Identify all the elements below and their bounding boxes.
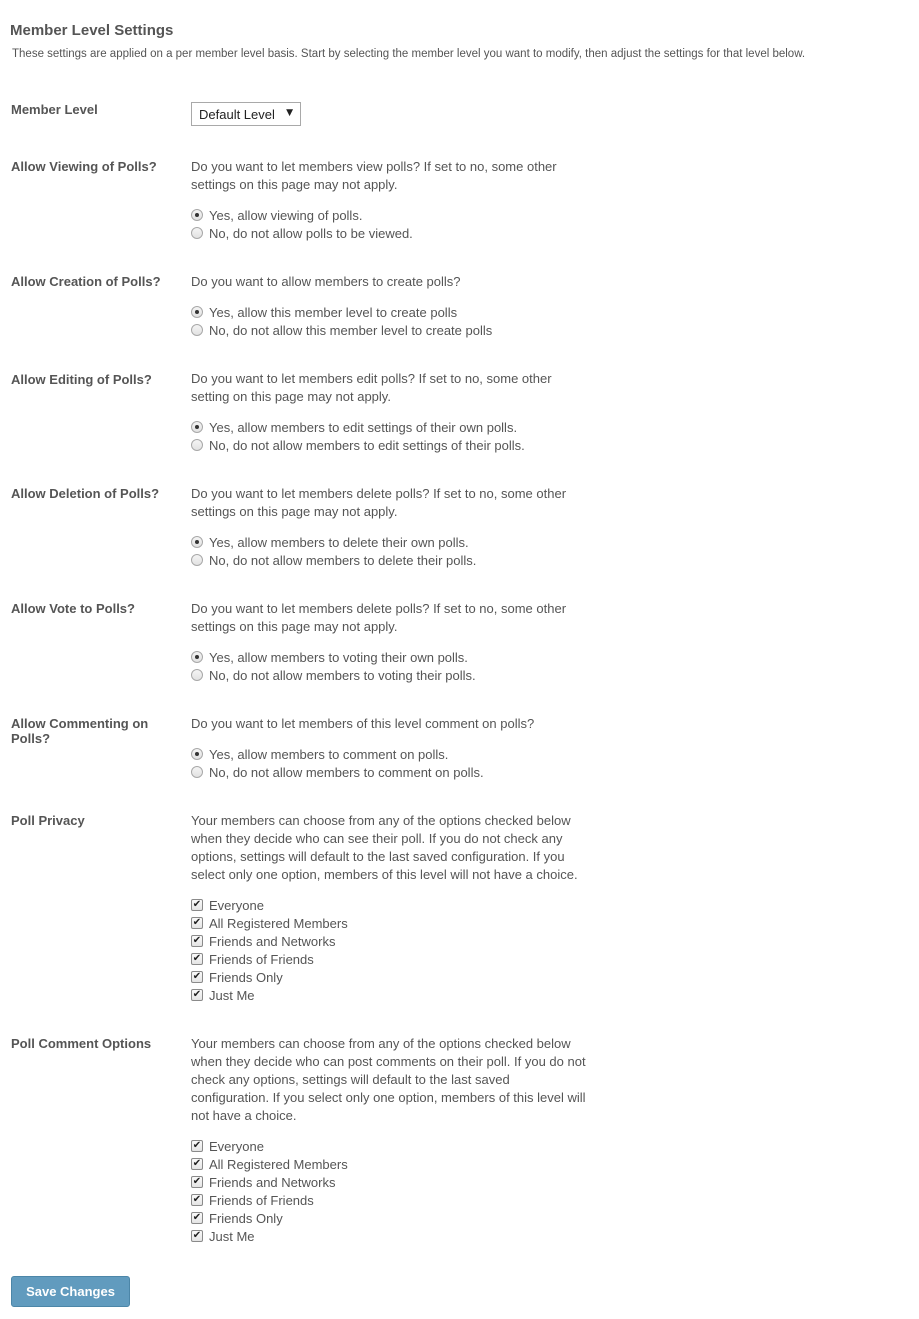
comment-polls-label: Allow Commenting on Polls? — [11, 716, 149, 746]
checkbox-checked-icon[interactable]: ✔ — [192, 1194, 202, 1205]
option-label: Friends and Networks — [209, 933, 336, 949]
edit-polls-no-option[interactable] — [191, 436, 591, 454]
option-label: Just Me — [209, 987, 255, 1003]
option-label: No, do not allow members to comment on polls. — [209, 764, 484, 780]
vote-polls-description: Do you want to let members delete polls? If set to no, some other settings on this page may not apply. — [191, 601, 567, 634]
option-label: Everyone — [209, 897, 264, 913]
privacy-registered-option[interactable] — [191, 914, 591, 932]
create-polls-yes-option[interactable] — [191, 303, 591, 321]
checkbox-checked-icon[interactable]: ✔ — [192, 917, 202, 928]
member-level-selected-value: Default Level — [199, 106, 275, 122]
option-label: Everyone — [209, 1138, 264, 1154]
vote-polls-no-option[interactable] — [191, 666, 591, 684]
option-label: Friends of Friends — [209, 1192, 314, 1208]
checkbox-checked-icon[interactable]: ✔ — [192, 1230, 202, 1241]
vote-polls-label: Allow Vote to Polls? — [11, 601, 135, 616]
option-label: Yes, allow this member level to create polls — [209, 304, 458, 320]
option-label: Yes, allow members to delete their own polls. — [209, 534, 469, 550]
create-polls-description: Do you want to allow members to create polls? — [191, 274, 461, 289]
edit-polls-yes-option[interactable] — [191, 418, 591, 436]
poll-privacy-setting — [191, 812, 591, 1004]
option-label: Yes, allow members to comment on polls. — [209, 746, 449, 762]
option-label: No, do not allow members to delete their polls. — [209, 552, 477, 568]
edit-polls-label: Allow Editing of Polls? — [11, 372, 152, 387]
create-polls-setting — [191, 273, 591, 339]
option-label: Yes, allow members to edit settings of their own polls. — [209, 419, 518, 435]
comment-polls-description: Do you want to let members of this level comment on polls? — [191, 716, 535, 731]
radio-selected-icon[interactable] — [191, 748, 203, 760]
comment-networks-option[interactable] — [191, 1173, 591, 1191]
option-label: Just Me — [209, 1228, 255, 1244]
comment-polls-no-option[interactable] — [191, 763, 591, 781]
radio-unselected-icon[interactable] — [191, 324, 203, 336]
radio-selected-icon[interactable] — [191, 536, 203, 548]
comment-everyone-option[interactable] — [191, 1137, 591, 1155]
checkbox-checked-icon[interactable]: ✔ — [192, 971, 202, 982]
view-polls-setting — [191, 158, 591, 242]
privacy-friends-only-option[interactable] — [191, 968, 591, 986]
view-polls-description: Do you want to let members view polls? If set to no, some other settings on this page may not apply. — [191, 159, 557, 192]
chevron-down-icon: ▼ — [286, 108, 293, 118]
poll-privacy-description: Your members can choose from any of the options checked below when they decide who can see their poll. If you do not check any options, settings will default to the last saved configuration. If you select only one option, members of this level will not have a choice. — [191, 813, 578, 882]
member-level-label: Member Level — [11, 102, 98, 117]
comment-friends-of-friends-option[interactable] — [191, 1191, 591, 1209]
create-polls-no-option[interactable] — [191, 321, 591, 339]
create-polls-label: Allow Creation of Polls? — [11, 274, 161, 289]
poll-comment-options-setting — [191, 1035, 591, 1245]
option-label: All Registered Members — [209, 1156, 348, 1172]
option-label: Yes, allow viewing of polls. — [209, 207, 363, 223]
checkbox-checked-icon[interactable]: ✔ — [192, 1212, 202, 1223]
radio-selected-icon[interactable] — [191, 651, 203, 663]
view-polls-no-option[interactable] — [191, 224, 591, 242]
checkbox-checked-icon[interactable]: ✔ — [192, 953, 202, 964]
delete-polls-description: Do you want to let members delete polls? If set to no, some other settings on this page may not apply. — [191, 486, 567, 519]
comment-polls-yes-option[interactable] — [191, 745, 591, 763]
privacy-networks-option[interactable] — [191, 932, 591, 950]
radio-unselected-icon[interactable] — [191, 439, 203, 451]
comment-polls-setting — [191, 715, 591, 781]
checkbox-checked-icon[interactable]: ✔ — [192, 1176, 202, 1187]
checkbox-checked-icon[interactable]: ✔ — [192, 935, 202, 946]
delete-polls-no-option[interactable] — [191, 551, 591, 569]
radio-selected-icon[interactable] — [191, 209, 203, 221]
privacy-just-me-option[interactable] — [191, 986, 591, 1004]
poll-comment-options-label: Poll Comment Options — [11, 1036, 152, 1051]
radio-selected-icon[interactable] — [191, 306, 203, 318]
option-label: No, do not allow members to edit settings of their polls. — [209, 437, 525, 453]
option-label: No, do not allow members to voting their polls. — [209, 667, 476, 683]
privacy-everyone-option[interactable] — [191, 896, 591, 914]
delete-polls-setting — [191, 485, 591, 569]
view-polls-yes-option[interactable] — [191, 206, 591, 224]
option-label: All Registered Members — [209, 915, 348, 931]
option-label: Friends and Networks — [209, 1174, 336, 1190]
checkbox-checked-icon[interactable]: ✔ — [192, 899, 202, 910]
vote-polls-setting — [191, 600, 591, 684]
comment-just-me-option[interactable] — [191, 1227, 591, 1245]
option-label: No, do not allow this member level to create polls — [209, 322, 493, 338]
radio-unselected-icon[interactable] — [191, 766, 203, 778]
page-title: Member Level Settings — [10, 22, 174, 39]
poll-comment-options-description: Your members can choose from any of the options checked below when they decide who can post comments on their poll. If you do not check any options, settings will default to the last saved configuration. If you select only one option, members of this level will not have a choice. — [191, 1036, 586, 1123]
option-label: Yes, allow members to voting their own polls. — [209, 649, 468, 665]
option-label: Friends Only — [209, 969, 283, 985]
page-intro: These settings are applied on a per member level basis. Start by selecting the member level you want to modify, then adjust the settings for that level below. — [12, 48, 806, 60]
radio-selected-icon[interactable] — [191, 421, 203, 433]
checkbox-checked-icon[interactable]: ✔ — [192, 989, 202, 1000]
delete-polls-label: Allow Deletion of Polls? — [11, 486, 160, 501]
comment-friends-only-option[interactable] — [191, 1209, 591, 1227]
radio-unselected-icon[interactable] — [191, 554, 203, 566]
radio-unselected-icon[interactable] — [191, 227, 203, 239]
checkbox-checked-icon[interactable]: ✔ — [192, 1158, 202, 1169]
edit-polls-setting — [191, 370, 591, 454]
option-label: Friends Only — [209, 1210, 283, 1226]
edit-polls-description: Do you want to let members edit polls? If set to no, some other setting on this page may not apply. — [191, 371, 552, 404]
option-label: Friends of Friends — [209, 951, 314, 967]
vote-polls-yes-option[interactable] — [191, 648, 591, 666]
checkbox-checked-icon[interactable]: ✔ — [192, 1140, 202, 1151]
option-label: No, do not allow polls to be viewed. — [209, 225, 413, 241]
member-level-select[interactable] — [191, 102, 301, 126]
delete-polls-yes-option[interactable] — [191, 533, 591, 551]
save-changes-button[interactable]: Save Changes — [11, 1276, 130, 1307]
privacy-friends-of-friends-option[interactable] — [191, 950, 591, 968]
radio-unselected-icon[interactable] — [191, 669, 203, 681]
poll-privacy-label: Poll Privacy — [11, 813, 85, 828]
view-polls-label: Allow Viewing of Polls? — [11, 159, 157, 174]
comment-registered-option[interactable] — [191, 1155, 591, 1173]
